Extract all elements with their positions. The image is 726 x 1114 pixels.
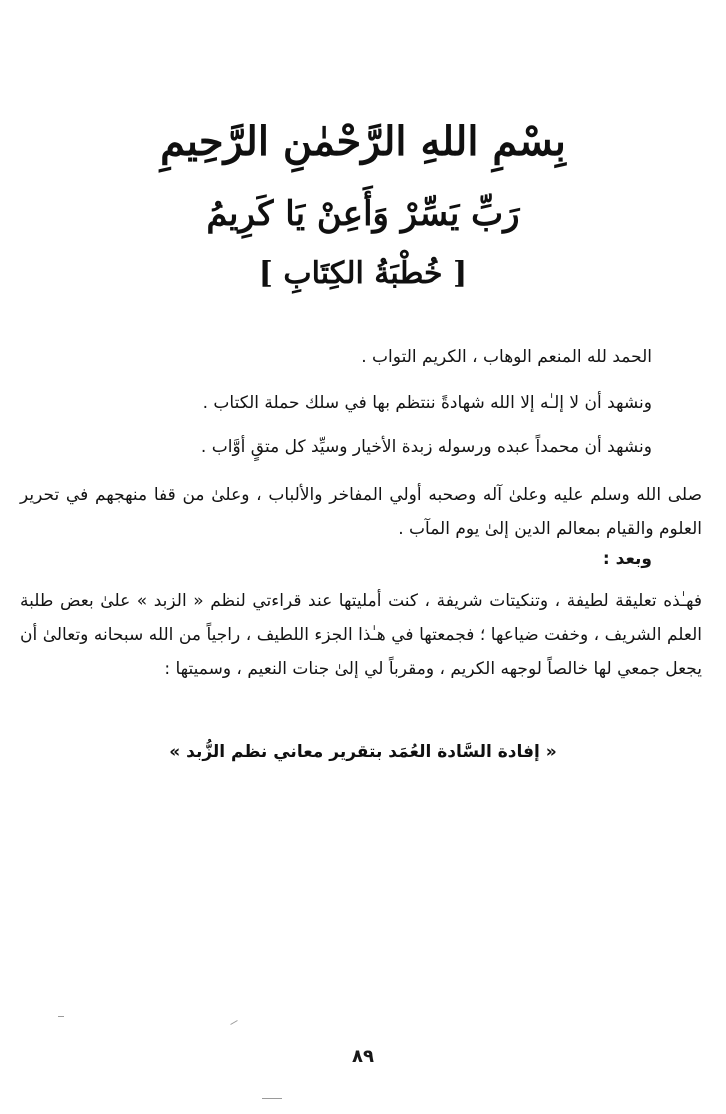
book-title: « إفادة السَّادة العُمَد بتقرير معاني نظم الزُّبد »	[169, 742, 557, 762]
basmala-heading: بِسْمِ اللهِ الرَّحْمٰنِ الرَّحِيمِ	[160, 118, 566, 165]
paragraph-wa-baad: وبعد :	[602, 549, 652, 569]
dua-heading: رَبِّ يَسِّرْ وَأَعِنْ يَا كَرِيمُ	[206, 194, 520, 234]
scan-speck	[262, 1098, 282, 1099]
paragraph-testimony-prophet: ونشهد أن محمداً عبده ورسوله زبدة الأخيار وسيِّد كل متقٍ أوَّاب .	[200, 437, 652, 457]
paragraph-salutation: صلى الله وسلم عليه وعلىٰ آله وصحبه أولي المفاخر والألباب ، وعلىٰ من قفا منهجهم في تحرير العلوم والقيام بمعالم الدين إلىٰ يوم المآب .	[20, 485, 702, 539]
paragraph-testimony-allah: ونشهد أن لا إلـٰه إلا الله شهادةً ننتظم بها في سلك حملة الكتاب .	[202, 393, 652, 413]
scan-speck	[58, 1016, 64, 1017]
scan-speck	[230, 1020, 237, 1025]
paragraph-introduction: فهـٰذه تعليقة لطيفة ، وتنكيتات شريفة ، كنت أمليتها عند قراءتي لنظم « الزبد » علىٰ بعض طلبة العلم الشريف ، وخفت ضياعها ؛ فجمعتها في هـٰذا الجزء اللطيف ، راجياً من الله سبحانه وتعالىٰ أن يجعل جمعي لها خالصاً لوجهه الكريم ، ومقرباً لي إلىٰ جنات النعيم ، وسميتها :	[20, 591, 702, 679]
page-number: ٨٩	[352, 1046, 374, 1067]
section-title: [ خُطْبَةُ الكِتَابِ ]	[258, 256, 468, 291]
paragraph-praise: الحمد لله المنعم الوهاب ، الكريم التواب .	[361, 347, 652, 367]
